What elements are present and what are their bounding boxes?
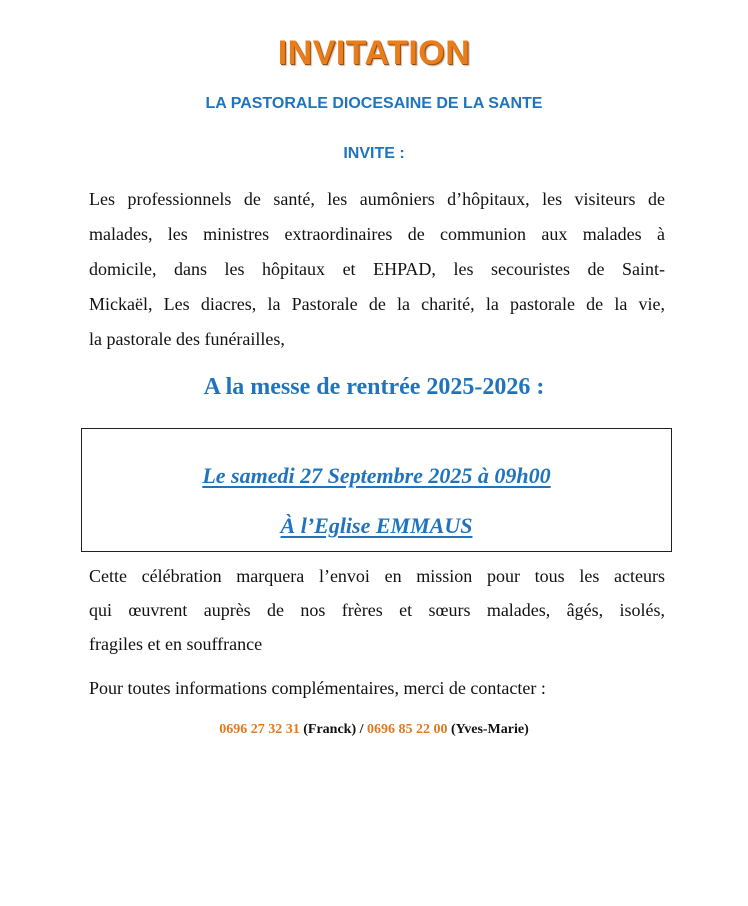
event-place: À l’Eglise EMMAUS (280, 513, 473, 538)
invitees-line: la pastorale des funérailles, (89, 329, 285, 349)
contact-phones (0, 722, 748, 738)
mission-paragraph (89, 563, 665, 665)
organizer-heading: LA PASTORALE DIOCESAINE DE LA SANTE (205, 95, 543, 112)
invitees-paragraph (89, 186, 665, 361)
mass-heading: A la messe de rentrée 2025-2026 : (203, 374, 545, 400)
contact-name-franck: (Franck) (303, 722, 357, 737)
mission-line: Cette célébration marquera l’envoi en mission pour tous les acteurs (89, 566, 665, 586)
invitees-line: malades, les ministres extraordinaires de communion aux malades à (89, 224, 665, 244)
event-details-box (81, 428, 672, 552)
mission-line: qui œuvrent auprès de nos frères et sœurs malades, âgés, isolés, (89, 600, 665, 620)
mission-line: fragiles et en souffrance (89, 634, 263, 654)
contact-name-yves-marie: (Yves-Marie) (451, 722, 529, 737)
event-date: Le samedi 27 Septembre 2025 à 09h00 (202, 463, 551, 488)
invitation-title: INVITATION (277, 34, 471, 72)
invitees-line: domicile, dans les hôpitaux et EHPAD, les secouristes de Saint- (89, 259, 665, 279)
phone-number-franck[interactable]: 0696 27 32 31 (219, 722, 300, 737)
contact-separator: / (359, 722, 364, 737)
contact-text: Pour toutes informations complémentaires, merci de contacter : (89, 678, 546, 698)
invitees-line: Les professionnels de santé, les aumôniers d’hôpitaux, les visiteurs de (89, 189, 665, 209)
invitees-line: Mickaël, Les diacres, la Pastorale de la charité, la pastorale de la vie, (89, 294, 665, 314)
phone-number-yves-marie[interactable]: 0696 85 22 00 (367, 722, 448, 737)
invite-label: INVITE : (343, 145, 405, 162)
